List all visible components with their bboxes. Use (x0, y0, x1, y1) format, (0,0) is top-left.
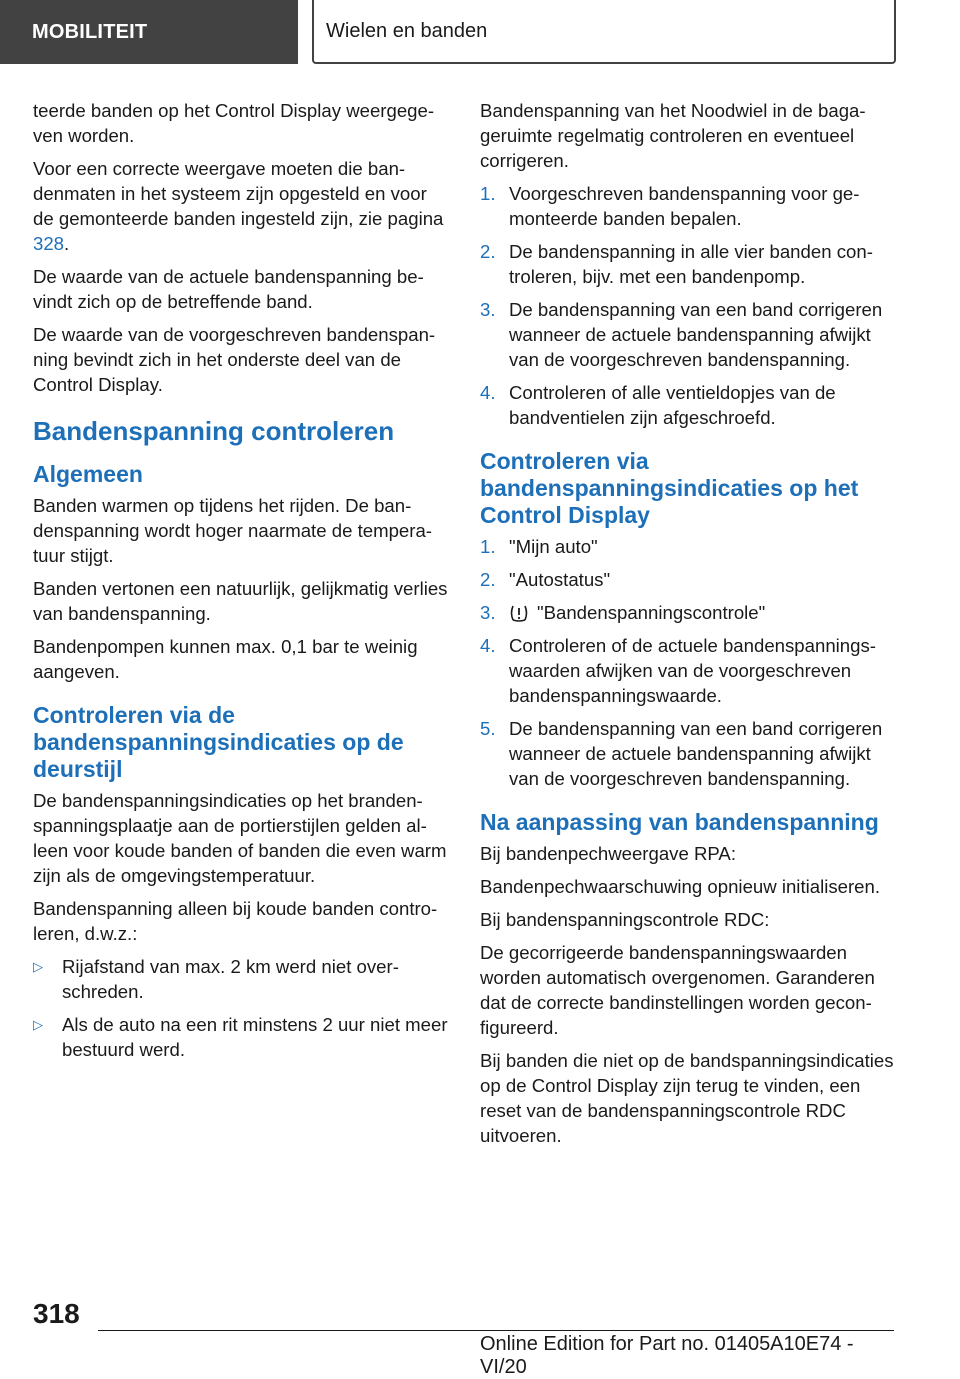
list-item (480, 567, 894, 592)
step-number: 3. (480, 299, 496, 320)
step-number: 5. (480, 718, 496, 739)
step-text: Controleren of de actuele bandenspanningswaarden afwijken van de voorgeschreven bandenspanningswaarde. (509, 635, 876, 706)
list-item (480, 380, 894, 430)
list-item (480, 633, 894, 708)
list-item (480, 534, 894, 559)
step-text: De bandenspanning van een band corrigeren wanneer de actuele bandenspanning afwijkt van de voorgeschreven bandenspanning. (509, 299, 883, 370)
step-text: De bandenspanning in alle vier banden controleren, bijv. met een bandenpomp. (509, 241, 873, 287)
paragraph: teerde banden op het Control Display weergegeven worden. (33, 100, 435, 146)
paragraph: Bij bandenspanningscontrole RDC: (480, 909, 770, 930)
chapter-tab (312, 0, 896, 64)
left-column (33, 98, 448, 1070)
list-item (480, 297, 894, 372)
step-text: "Bandenspanningscontrole" (537, 602, 766, 623)
section-header (0, 0, 298, 64)
paragraph-text: Voor een correcte weergave moeten die bandenmaten in het systeem zijn opgesteld en voor de gemonteerde banden ingesteld zijn, zie pagina (33, 158, 444, 229)
list-item-text: Rijafstand van max. 2 km werd niet overschreden. (62, 956, 399, 1002)
subsection-heading: Na aanpassing van bandenspanning (480, 809, 879, 835)
paragraph: Bandenspanning van het Noodwiel in de bagageruimte regelmatig controleren en eventueel corrigeren. (480, 100, 866, 171)
paragraph: Banden vertonen een natuurlijk, gelijkmatig verlies van bandenspanning. (33, 578, 448, 624)
step-text: De bandenspanning van een band corrigeren wanneer de actuele bandenspanning afwijkt van de voorgeschreven bandenspanning. (509, 718, 883, 789)
subsection-heading: Algemeen (33, 461, 143, 487)
paragraph (33, 156, 448, 256)
list-item-text: Als de auto na een rit minstens 2 uur niet meer bestuurd werd. (62, 1014, 448, 1060)
step-text: "Mijn auto" (509, 536, 598, 557)
paragraph: Bij banden die niet op de bandspanningsindicaties op de Control Display zijn terug te vinden, een reset van de bandenspanningscontrole RDC uitvoeren. (480, 1050, 894, 1146)
footer-divider (98, 1330, 894, 1331)
list-item (480, 716, 894, 791)
paragraph: De waarde van de actuele bandenspanning bevindt zich op de betreffende band. (33, 266, 424, 312)
tire-pressure-warning-icon (509, 604, 529, 622)
step-text: Voorgeschreven bandenspanning voor gemonteerde banden bepalen. (509, 183, 860, 229)
right-column (480, 98, 894, 1156)
paragraph: Bandenpechwaarschuwing opnieuw initialiseren. (480, 876, 881, 897)
paragraph: Bij bandenpechweergave RPA: (480, 843, 736, 864)
paragraph: Bandenspanning alleen bij koude banden controleren, d.w.z.: (33, 898, 438, 944)
paragraph: Bandenpompen kunnen max. 0,1 bar te weinig aangeven. (33, 636, 418, 682)
numbered-list (480, 181, 894, 430)
subsection-heading: Controleren via de bandenspanningsindicaties op de deurstijl (33, 702, 404, 782)
triangle-bullet-icon: ▷ (33, 1017, 43, 1032)
section-title: MOBILITEIT (32, 20, 148, 43)
paragraph: De bandenspanningsindicaties op het brandenspanningsplaatje aan de portierstijlen gelden alleen voor koude banden of banden die even warm zijn als de omgevingstemperatuur. (33, 790, 447, 886)
step-text: Controleren of alle ventieldopjes van de bandventielen zijn afgeschroefd. (509, 382, 836, 428)
step-number: 4. (480, 635, 496, 656)
paragraph: De gecorrigeerde bandenspanningswaarden worden automatisch overgenomen. Garanderen dat de correcte bandinstellingen worden geconfigureerd. (480, 942, 875, 1038)
paragraph: Banden warmen op tijdens het rijden. De bandenspanning wordt hoger naarmate de temperatuur stijgt. (33, 495, 432, 566)
paragraph: De waarde van de voorgeschreven bandenspanning bevindt zich in het onderste deel van de Control Display. (33, 324, 436, 395)
step-number: 1. (480, 536, 496, 557)
list-item (480, 239, 894, 289)
step-number: 4. (480, 382, 496, 403)
subsection-heading: Controleren via bandenspanningsindicaties op het Control Display (480, 448, 859, 528)
step-text: "Autostatus" (509, 569, 611, 590)
step-number: 2. (480, 569, 496, 590)
numbered-list (480, 534, 894, 791)
step-number: 2. (480, 241, 496, 262)
triangle-bullet-icon: ▷ (33, 959, 43, 974)
page-link[interactable]: 328 (33, 233, 65, 254)
list-item (33, 954, 448, 1004)
page-number: 318 (33, 1298, 80, 1329)
bullet-list (33, 954, 448, 1062)
footer-edition: Online Edition for Part no. 01405A10E74 - VI/20 (480, 1333, 854, 1378)
chapter-title: Wielen en banden (326, 19, 488, 42)
list-item (480, 600, 894, 625)
step-number: 3. (480, 602, 496, 623)
list-item (480, 181, 894, 231)
paragraph-text: . (64, 233, 70, 254)
step-number: 1. (480, 183, 496, 204)
list-item (33, 1012, 448, 1062)
section-heading: Bandenspanning controleren (33, 416, 395, 446)
